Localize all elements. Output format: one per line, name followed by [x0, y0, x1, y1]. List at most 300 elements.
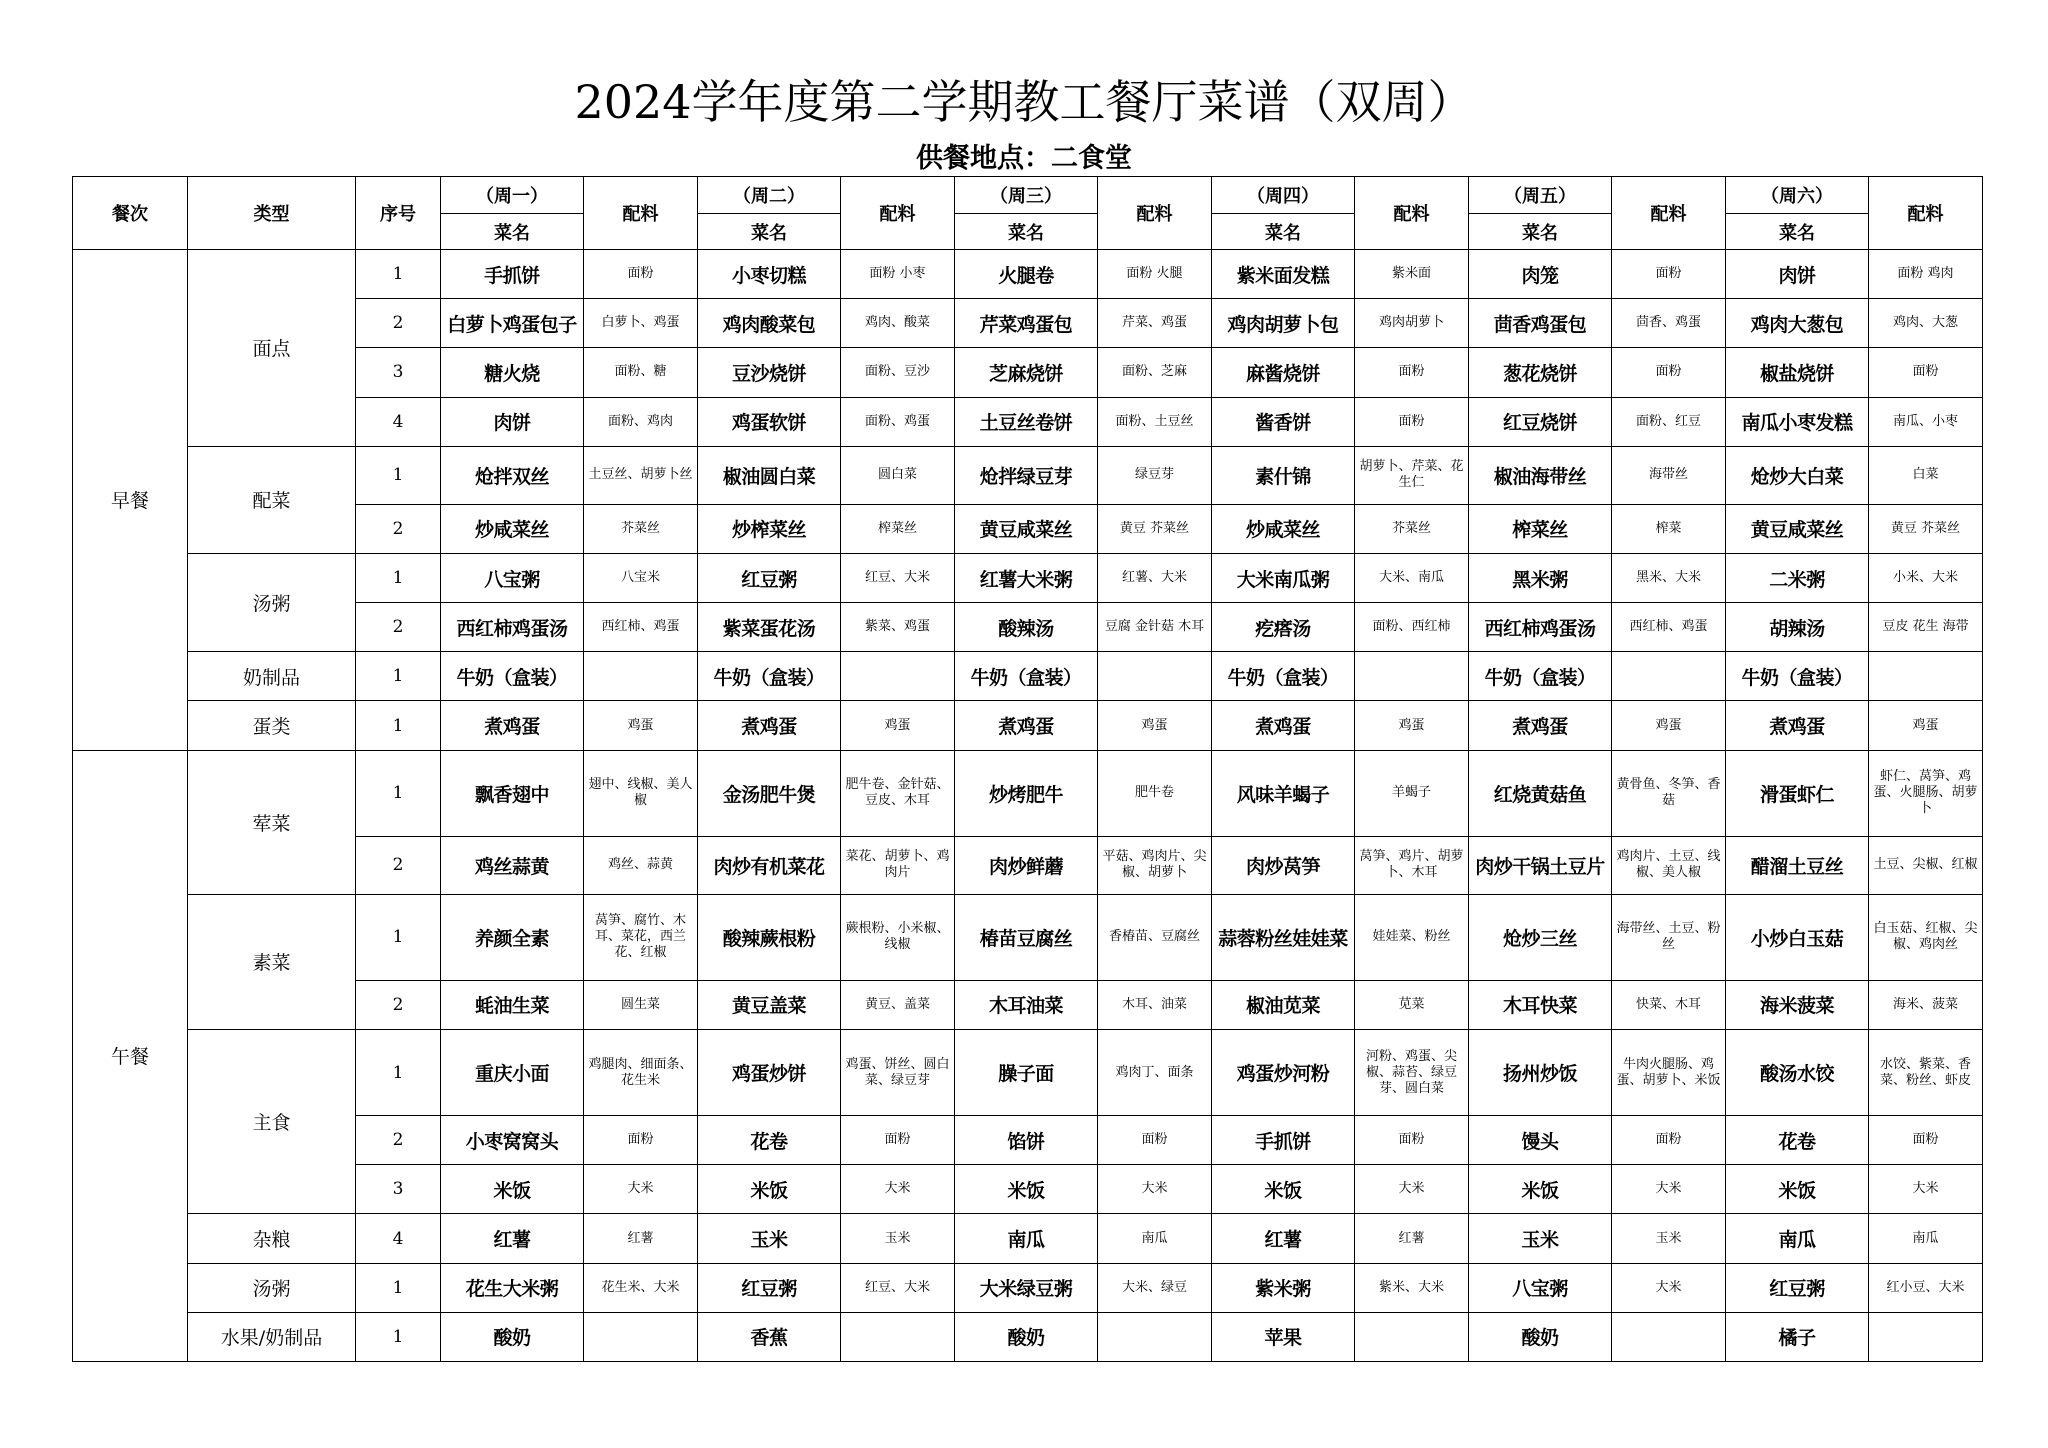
ingredients-cell: 榨菜	[1612, 504, 1726, 553]
header-dish-name: 菜名	[955, 214, 1098, 250]
dish-name-cell: 酸辣蕨根粉	[698, 894, 841, 980]
header-ingredients: 配料	[1869, 177, 1983, 250]
dish-name-cell: 苹果	[1212, 1312, 1355, 1361]
ingredients-cell: 胡萝卜、芹菜、花生仁	[1355, 446, 1469, 504]
ingredients-cell: 南瓜	[1869, 1214, 1983, 1263]
ingredients-cell: 面粉	[1869, 348, 1983, 397]
dish-name-cell: 红豆粥	[698, 553, 841, 602]
dish-name-cell: 鸡蛋炒河粉	[1212, 1029, 1355, 1115]
dish-name-cell: 米饭	[1726, 1165, 1869, 1214]
ingredients-cell: 水饺、紫菜、香菜、粉丝、虾皮	[1869, 1029, 1983, 1115]
dish-name-cell: 手抓饼	[441, 250, 584, 299]
header-ingredients: 配料	[1355, 177, 1469, 250]
ingredients-cell: 海带丝	[1612, 446, 1726, 504]
ingredients-cell: 鸡肉胡萝卜	[1355, 299, 1469, 348]
ingredients-cell: 紫米面	[1355, 250, 1469, 299]
dish-name-cell: 米饭	[1212, 1165, 1355, 1214]
ingredients-cell: 红豆、大米	[841, 1263, 955, 1312]
ingredients-cell: 河粉、鸡蛋、尖椒、蒜苔、绿豆芽、圆白菜	[1355, 1029, 1469, 1115]
dish-name-cell: 煮鸡蛋	[698, 701, 841, 750]
dish-name-cell: 南瓜小枣发糕	[1726, 397, 1869, 446]
menu-row	[73, 894, 1983, 980]
seq-cell: 1	[356, 750, 441, 836]
dish-name-cell: 米饭	[698, 1165, 841, 1214]
dish-name-cell: 酱香饼	[1212, 397, 1355, 446]
menu-row	[73, 1312, 1983, 1361]
dish-name-cell: 牛奶（盒装）	[698, 652, 841, 701]
ingredients-cell: 香椿苗、豆腐丝	[1098, 894, 1212, 980]
header-dish-name: 菜名	[1469, 214, 1612, 250]
menu-row	[73, 652, 1983, 701]
category-cell: 素菜	[188, 894, 356, 1029]
seq-cell: 1	[356, 250, 441, 299]
ingredients-cell: 木耳、油菜	[1098, 980, 1212, 1029]
dish-name-cell: 黑米粥	[1469, 553, 1612, 602]
ingredients-cell: 茴香、鸡蛋	[1612, 299, 1726, 348]
menu-row	[73, 348, 1983, 397]
ingredients-cell	[1612, 1312, 1726, 1361]
header-ingredients: 配料	[841, 177, 955, 250]
ingredients-cell: 蕨根粉、小米椒、线椒	[841, 894, 955, 980]
header-day: （周五）	[1469, 177, 1612, 214]
menu-body	[73, 250, 1983, 1362]
dish-name-cell: 玉米	[698, 1214, 841, 1263]
dish-name-cell: 麻酱烧饼	[1212, 348, 1355, 397]
ingredients-cell: 鸡肉片、土豆、线椒、美人椒	[1612, 836, 1726, 894]
header-day: （周一）	[441, 177, 584, 214]
ingredients-cell: 鸡丝、蒜黄	[584, 836, 698, 894]
dish-name-cell: 肉炒干锅土豆片	[1469, 836, 1612, 894]
seq-cell: 1	[356, 1029, 441, 1115]
seq-cell: 4	[356, 397, 441, 446]
ingredients-cell: 面粉	[1355, 397, 1469, 446]
menu-row	[73, 1263, 1983, 1312]
dish-name-cell: 煮鸡蛋	[441, 701, 584, 750]
category-cell: 蛋类	[188, 701, 356, 750]
ingredients-cell: 面粉	[1355, 1116, 1469, 1165]
ingredients-cell: 鸡蛋	[584, 701, 698, 750]
ingredients-cell: 豆皮 花生 海带	[1869, 603, 1983, 652]
ingredients-cell: 羊蝎子	[1355, 750, 1469, 836]
seq-cell: 1	[356, 1312, 441, 1361]
ingredients-cell: 榨菜丝	[841, 504, 955, 553]
ingredients-cell	[584, 1312, 698, 1361]
dish-name-cell: 西红柿鸡蛋汤	[441, 603, 584, 652]
category-cell: 主食	[188, 1029, 356, 1213]
ingredients-cell: 面粉	[1098, 1116, 1212, 1165]
ingredients-cell: 紫菜、鸡蛋	[841, 603, 955, 652]
ingredients-cell: 西红柿、鸡蛋	[584, 603, 698, 652]
dish-name-cell: 牛奶（盒装）	[1726, 652, 1869, 701]
ingredients-cell: 黄豆、盖菜	[841, 980, 955, 1029]
ingredients-cell: 面粉、鸡蛋	[841, 397, 955, 446]
header-ingredients: 配料	[584, 177, 698, 250]
ingredients-cell: 面粉	[1869, 1116, 1983, 1165]
menu-row	[73, 1116, 1983, 1165]
dish-name-cell: 花卷	[698, 1116, 841, 1165]
ingredients-cell: 娃娃菜、粉丝	[1355, 894, 1469, 980]
dish-name-cell: 重庆小面	[441, 1029, 584, 1115]
dish-name-cell: 豆沙烧饼	[698, 348, 841, 397]
ingredients-cell: 红小豆、大米	[1869, 1263, 1983, 1312]
dish-name-cell: 酸奶	[1469, 1312, 1612, 1361]
seq-cell: 3	[356, 1165, 441, 1214]
ingredients-cell: 鸡肉、大葱	[1869, 299, 1983, 348]
dish-name-cell: 红豆粥	[698, 1263, 841, 1312]
ingredients-cell: 圆白菜	[841, 446, 955, 504]
ingredients-cell: 大米	[1612, 1263, 1726, 1312]
ingredients-cell: 面粉 鸡肉	[1869, 250, 1983, 299]
seq-cell: 2	[356, 504, 441, 553]
seq-cell: 2	[356, 836, 441, 894]
ingredients-cell: 肥牛卷	[1098, 750, 1212, 836]
ingredients-cell: 八宝米	[584, 553, 698, 602]
menu-row	[73, 504, 1983, 553]
seq-cell: 1	[356, 894, 441, 980]
dish-name-cell: 紫菜蛋花汤	[698, 603, 841, 652]
ingredients-cell: 大米、绿豆	[1098, 1263, 1212, 1312]
header-row-days	[73, 177, 1983, 214]
seq-cell: 4	[356, 1214, 441, 1263]
category-cell: 奶制品	[188, 652, 356, 701]
ingredients-cell: 红薯	[584, 1214, 698, 1263]
header-day: （周四）	[1212, 177, 1355, 214]
dish-name-cell: 红豆粥	[1726, 1263, 1869, 1312]
dish-name-cell: 酸辣汤	[955, 603, 1098, 652]
dish-name-cell: 红薯	[441, 1214, 584, 1263]
dish-name-cell: 素什锦	[1212, 446, 1355, 504]
ingredients-cell: 面粉、土豆丝	[1098, 397, 1212, 446]
menu-table	[72, 176, 1983, 1362]
ingredients-cell: 大米	[1098, 1165, 1212, 1214]
dish-name-cell: 椿苗豆腐丝	[955, 894, 1098, 980]
dish-name-cell: 南瓜	[955, 1214, 1098, 1263]
ingredients-cell: 南瓜、小枣	[1869, 397, 1983, 446]
dish-name-cell: 芹菜鸡蛋包	[955, 299, 1098, 348]
dish-name-cell: 红薯大米粥	[955, 553, 1098, 602]
ingredients-cell: 圆生菜	[584, 980, 698, 1029]
dish-name-cell: 芝麻烧饼	[955, 348, 1098, 397]
ingredients-cell: 面粉、糖	[584, 348, 698, 397]
category-cell: 荤菜	[188, 750, 356, 894]
ingredients-cell: 小米、大米	[1869, 553, 1983, 602]
dish-name-cell: 牛奶（盒装）	[441, 652, 584, 701]
ingredients-cell: 芥菜丝	[1355, 504, 1469, 553]
ingredients-cell	[1612, 652, 1726, 701]
ingredients-cell: 大米	[1612, 1165, 1726, 1214]
ingredients-cell	[1098, 1312, 1212, 1361]
menu-row	[73, 1165, 1983, 1214]
ingredients-cell: 鸡肉、酸菜	[841, 299, 955, 348]
ingredients-cell: 黄豆 芥菜丝	[1098, 504, 1212, 553]
ingredients-cell: 鸡蛋	[1098, 701, 1212, 750]
ingredients-cell: 鸡蛋	[1869, 701, 1983, 750]
dish-name-cell: 鸡肉大葱包	[1726, 299, 1869, 348]
ingredients-cell: 面粉 火腿	[1098, 250, 1212, 299]
dish-name-cell: 煮鸡蛋	[1212, 701, 1355, 750]
dish-name-cell: 土豆丝卷饼	[955, 397, 1098, 446]
dish-name-cell: 花卷	[1726, 1116, 1869, 1165]
ingredients-cell: 快菜、木耳	[1612, 980, 1726, 1029]
header-dish-name: 菜名	[441, 214, 584, 250]
dish-name-cell: 滑蛋虾仁	[1726, 750, 1869, 836]
dish-name-cell: 小枣窝窝头	[441, 1116, 584, 1165]
seq-cell: 2	[356, 1116, 441, 1165]
dish-name-cell: 木耳快菜	[1469, 980, 1612, 1029]
ingredients-cell: 面粉	[584, 250, 698, 299]
dish-name-cell: 黄豆咸菜丝	[1726, 504, 1869, 553]
ingredients-cell: 鸡腿肉、细面条、花生米	[584, 1029, 698, 1115]
dish-name-cell: 蒜蓉粉丝娃娃菜	[1212, 894, 1355, 980]
dish-name-cell: 鸡蛋炒饼	[698, 1029, 841, 1115]
ingredients-cell: 面粉	[1612, 250, 1726, 299]
dish-name-cell: 醋溜土豆丝	[1726, 836, 1869, 894]
dish-name-cell: 椒油海带丝	[1469, 446, 1612, 504]
seq-cell: 2	[356, 299, 441, 348]
header-meal: 餐次	[73, 177, 188, 250]
menu-row	[73, 1029, 1983, 1115]
ingredients-cell: 土豆、尖椒、红椒	[1869, 836, 1983, 894]
dish-name-cell: 炝拌双丝	[441, 446, 584, 504]
ingredients-cell: 玉米	[1612, 1214, 1726, 1263]
ingredients-cell: 玉米	[841, 1214, 955, 1263]
ingredients-cell: 黄骨鱼、冬笋、香菇	[1612, 750, 1726, 836]
dish-name-cell: 馒头	[1469, 1116, 1612, 1165]
dish-name-cell: 炝炒大白菜	[1726, 446, 1869, 504]
category-cell: 面点	[188, 250, 356, 447]
ingredients-cell	[841, 1312, 955, 1361]
ingredients-cell: 土豆丝、胡萝卜丝	[584, 446, 698, 504]
dish-name-cell: 肉炒莴笋	[1212, 836, 1355, 894]
dish-name-cell: 肉炒有机菜花	[698, 836, 841, 894]
ingredients-cell: 大米	[1355, 1165, 1469, 1214]
dish-name-cell: 煮鸡蛋	[1726, 701, 1869, 750]
ingredients-cell: 红豆、大米	[841, 553, 955, 602]
dish-name-cell: 大米绿豆粥	[955, 1263, 1098, 1312]
ingredients-cell: 面粉、芝麻	[1098, 348, 1212, 397]
dish-name-cell: 紫米面发糕	[1212, 250, 1355, 299]
ingredients-cell: 白玉菇、红椒、尖椒、鸡肉丝	[1869, 894, 1983, 980]
ingredients-cell: 鸡肉丁、面条	[1098, 1029, 1212, 1115]
menu-row	[73, 603, 1983, 652]
dish-name-cell: 鸡蛋软饼	[698, 397, 841, 446]
dish-name-cell: 鸡肉胡萝卜包	[1212, 299, 1355, 348]
dish-name-cell: 鸡肉酸菜包	[698, 299, 841, 348]
dish-name-cell: 臊子面	[955, 1029, 1098, 1115]
dish-name-cell: 椒盐烧饼	[1726, 348, 1869, 397]
dish-name-cell: 南瓜	[1726, 1214, 1869, 1263]
ingredients-cell: 白菜	[1869, 446, 1983, 504]
dish-name-cell: 橘子	[1726, 1312, 1869, 1361]
seq-cell: 2	[356, 980, 441, 1029]
ingredients-cell: 牛肉火腿肠、鸡蛋、胡萝卜、米饭	[1612, 1029, 1726, 1115]
dish-name-cell: 蚝油生菜	[441, 980, 584, 1029]
dish-name-cell: 牛奶（盒装）	[955, 652, 1098, 701]
header-dish-name: 菜名	[1726, 214, 1869, 250]
seq-cell: 1	[356, 652, 441, 701]
meal-cell: 午餐	[73, 750, 188, 1361]
ingredients-cell: 平菇、鸡肉片、尖椒、胡萝卜	[1098, 836, 1212, 894]
ingredients-cell: 大米	[841, 1165, 955, 1214]
header-ingredients: 配料	[1098, 177, 1212, 250]
ingredients-cell: 鸡蛋	[1612, 701, 1726, 750]
dish-name-cell: 养颜全素	[441, 894, 584, 980]
ingredients-cell: 花生米、大米	[584, 1263, 698, 1312]
menu-row	[73, 980, 1983, 1029]
ingredients-cell	[584, 652, 698, 701]
dish-name-cell: 八宝粥	[1469, 1263, 1612, 1312]
dish-name-cell: 煮鸡蛋	[955, 701, 1098, 750]
ingredients-cell: 鸡蛋	[841, 701, 955, 750]
ingredients-cell: 翅中、线椒、美人椒	[584, 750, 698, 836]
ingredients-cell	[1869, 652, 1983, 701]
menu-row	[73, 1214, 1983, 1263]
dish-name-cell: 香蕉	[698, 1312, 841, 1361]
dish-name-cell: 炒榨菜丝	[698, 504, 841, 553]
dish-name-cell: 酸奶	[441, 1312, 584, 1361]
ingredients-cell: 大米	[1869, 1165, 1983, 1214]
dish-name-cell: 二米粥	[1726, 553, 1869, 602]
ingredients-cell: 海米、菠菜	[1869, 980, 1983, 1029]
ingredients-cell: 红薯	[1355, 1214, 1469, 1263]
dish-name-cell: 肉笼	[1469, 250, 1612, 299]
dish-name-cell: 疙瘩汤	[1212, 603, 1355, 652]
ingredients-cell: 海带丝、土豆、粉丝	[1612, 894, 1726, 980]
ingredients-cell: 菜花、胡萝卜、鸡肉片	[841, 836, 955, 894]
ingredients-cell: 面粉	[841, 1116, 955, 1165]
ingredients-cell: 芥菜丝	[584, 504, 698, 553]
header-day: （周三）	[955, 177, 1098, 214]
dish-name-cell: 白萝卜鸡蛋包子	[441, 299, 584, 348]
dish-name-cell: 八宝粥	[441, 553, 584, 602]
dish-name-cell: 手抓饼	[1212, 1116, 1355, 1165]
menu-row	[73, 553, 1983, 602]
seq-cell: 1	[356, 446, 441, 504]
category-cell: 水果/奶制品	[188, 1312, 356, 1361]
ingredients-cell: 肥牛卷、金针菇、豆皮、木耳	[841, 750, 955, 836]
category-cell: 汤粥	[188, 1263, 356, 1312]
ingredients-cell	[1355, 1312, 1469, 1361]
header-type: 类型	[188, 177, 356, 250]
dish-name-cell: 玉米	[1469, 1214, 1612, 1263]
dish-name-cell: 小炒白玉菇	[1726, 894, 1869, 980]
ingredients-cell: 黄豆 芥菜丝	[1869, 504, 1983, 553]
dish-name-cell: 红薯	[1212, 1214, 1355, 1263]
ingredients-cell: 面粉、豆沙	[841, 348, 955, 397]
ingredients-cell: 面粉	[1612, 348, 1726, 397]
dish-name-cell: 扬州炒饭	[1469, 1029, 1612, 1115]
ingredients-cell: 紫米、大米	[1355, 1263, 1469, 1312]
header-day: （周二）	[698, 177, 841, 214]
dish-name-cell: 金汤肥牛煲	[698, 750, 841, 836]
dish-name-cell: 黄豆盖菜	[698, 980, 841, 1029]
ingredients-cell: 虾仁、莴笋、鸡蛋、火腿肠、胡萝卜	[1869, 750, 1983, 836]
dish-name-cell: 木耳油菜	[955, 980, 1098, 1029]
dish-name-cell: 米饭	[955, 1165, 1098, 1214]
dish-name-cell: 炒咸菜丝	[441, 504, 584, 553]
dish-name-cell: 肉饼	[1726, 250, 1869, 299]
dish-name-cell: 胡辣汤	[1726, 603, 1869, 652]
ingredients-cell: 黑米、大米	[1612, 553, 1726, 602]
menu-row	[73, 446, 1983, 504]
dish-name-cell: 红豆烧饼	[1469, 397, 1612, 446]
menu-row	[73, 250, 1983, 299]
dish-name-cell: 炒咸菜丝	[1212, 504, 1355, 553]
dish-name-cell: 红烧黄菇鱼	[1469, 750, 1612, 836]
dish-name-cell: 米饭	[1469, 1165, 1612, 1214]
ingredients-cell: 莴笋、腐竹、木耳、菜花，西兰花、红椒	[584, 894, 698, 980]
dish-name-cell: 椒油圆白菜	[698, 446, 841, 504]
header-dish-name: 菜名	[1212, 214, 1355, 250]
menu-row	[73, 701, 1983, 750]
page-title: 2024学年度第二学期教工餐厅菜谱（双周）	[574, 75, 1474, 129]
dish-name-cell: 黄豆咸菜丝	[955, 504, 1098, 553]
dish-name-cell: 牛奶（盒装）	[1212, 652, 1355, 701]
header-seq: 序号	[356, 177, 441, 250]
ingredients-cell: 芹菜、鸡蛋	[1098, 299, 1212, 348]
ingredients-cell	[1869, 1312, 1983, 1361]
ingredients-cell: 面粉、红豆	[1612, 397, 1726, 446]
dish-name-cell: 葱花烧饼	[1469, 348, 1612, 397]
menu-row	[73, 397, 1983, 446]
category-cell: 配菜	[188, 446, 356, 553]
ingredients-cell: 红薯、大米	[1098, 553, 1212, 602]
dish-name-cell: 椒油苋菜	[1212, 980, 1355, 1029]
ingredients-cell: 豆腐 金针菇 木耳	[1098, 603, 1212, 652]
menu-row	[73, 750, 1983, 836]
dish-name-cell: 炝炒三丝	[1469, 894, 1612, 980]
ingredients-cell: 面粉	[584, 1116, 698, 1165]
ingredients-cell: 面粉	[1612, 1116, 1726, 1165]
meal-cell: 早餐	[73, 250, 188, 751]
dish-name-cell: 炒烤肥牛	[955, 750, 1098, 836]
dish-name-cell: 肉炒鲜蘑	[955, 836, 1098, 894]
ingredients-cell: 面粉	[1355, 348, 1469, 397]
ingredients-cell: 西红柿、鸡蛋	[1612, 603, 1726, 652]
ingredients-cell: 苋菜	[1355, 980, 1469, 1029]
ingredients-cell: 大米	[584, 1165, 698, 1214]
category-cell: 杂粮	[188, 1214, 356, 1263]
ingredients-cell: 面粉、西红柿	[1355, 603, 1469, 652]
dish-name-cell: 肉饼	[441, 397, 584, 446]
ingredients-cell: 鸡蛋	[1355, 701, 1469, 750]
header-dish-name: 菜名	[698, 214, 841, 250]
dish-name-cell: 海米菠菜	[1726, 980, 1869, 1029]
ingredients-cell: 莴笋、鸡片、胡萝卜、木耳	[1355, 836, 1469, 894]
dish-name-cell: 大米南瓜粥	[1212, 553, 1355, 602]
ingredients-cell: 面粉、鸡肉	[584, 397, 698, 446]
category-cell: 汤粥	[188, 553, 356, 651]
dish-name-cell: 酸汤水饺	[1726, 1029, 1869, 1115]
dish-name-cell: 风味羊蝎子	[1212, 750, 1355, 836]
dish-name-cell: 鸡丝蒜黄	[441, 836, 584, 894]
dish-name-cell: 炝拌绿豆芽	[955, 446, 1098, 504]
header-ingredients: 配料	[1612, 177, 1726, 250]
ingredients-cell: 白萝卜、鸡蛋	[584, 299, 698, 348]
dish-name-cell: 火腿卷	[955, 250, 1098, 299]
header-day: （周六）	[1726, 177, 1869, 214]
dish-name-cell: 紫米粥	[1212, 1263, 1355, 1312]
seq-cell: 1	[356, 701, 441, 750]
ingredients-cell	[1355, 652, 1469, 701]
dish-name-cell: 酸奶	[955, 1312, 1098, 1361]
ingredients-cell: 大米、南瓜	[1355, 553, 1469, 602]
dish-name-cell: 馅饼	[955, 1116, 1098, 1165]
dish-name-cell: 牛奶（盒装）	[1469, 652, 1612, 701]
ingredients-cell	[841, 652, 955, 701]
ingredients-cell: 鸡蛋、饼丝、圆白菜、绿豆芽	[841, 1029, 955, 1115]
dish-name-cell: 飘香翅中	[441, 750, 584, 836]
